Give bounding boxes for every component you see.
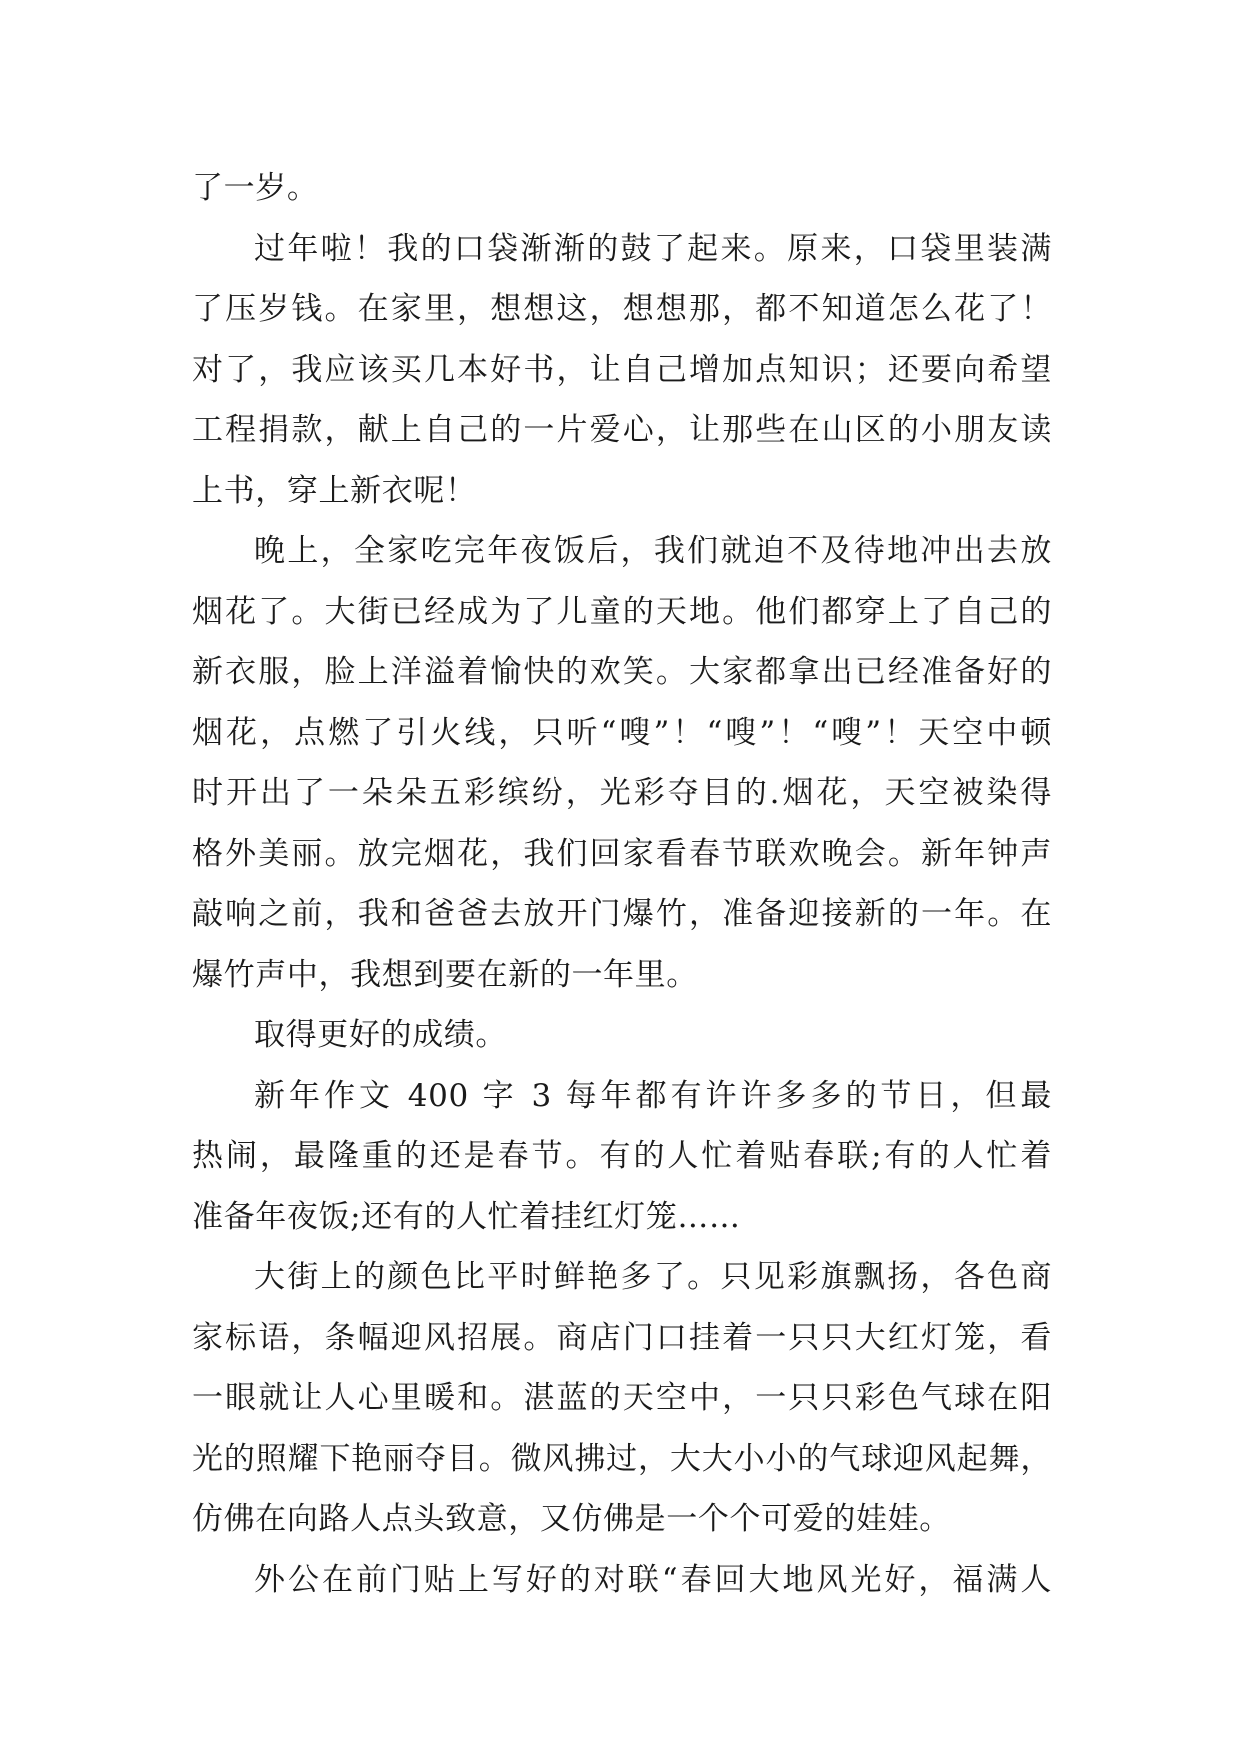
text-line: 仿佛在向路人点头致意，又仿佛是一个个可爱的娃娃。 bbox=[192, 1501, 951, 1537]
text-line: 时开出了一朵朵五彩缤纷，光彩夺目的.烟花，天空被染得 bbox=[192, 775, 1052, 811]
text-line: 光的照耀下艳丽夺目。微风拂过，大大小小的气球迎风起舞， bbox=[192, 1440, 1052, 1477]
text-line: 晚上，全家吃完年夜饭后，我们就迫不及待地冲出去放 bbox=[254, 533, 1052, 569]
text-line: 爆竹声中，我想到要在新的一年里。 bbox=[192, 956, 698, 993]
text-line: 烟花，点燃了引火线，只听“嗖”！“嗖”！“嗖”！天空中顿 bbox=[192, 714, 1052, 751]
text-line: 大街上的颜色比平时鲜艳多了。只见彩旗飘扬，各色商 bbox=[254, 1259, 1052, 1295]
text-line: 准备年夜饭;还有的人忙着挂红灯笼…… bbox=[192, 1198, 741, 1235]
text-line: 取得更好的成绩。 bbox=[254, 1017, 507, 1053]
text-line: 敲响之前，我和爸爸去放开门爆竹，准备迎接新的一年。在 bbox=[192, 896, 1052, 932]
body-text bbox=[192, 158, 1052, 1610]
text-line: 了一岁。 bbox=[192, 170, 319, 206]
text-line: 格外美丽。放完烟花，我们回家看春节联欢晚会。新年钟声 bbox=[192, 835, 1052, 872]
text-line: 新衣服，脸上洋溢着愉快的欢笑。大家都拿出已经准备好的 bbox=[192, 654, 1052, 690]
text-line: 工程捐款，献上自己的一片爱心，让那些在山区的小朋友读 bbox=[192, 412, 1052, 448]
text-line: 一眼就让人心里暖和。湛蓝的天空中，一只只彩色气球在阳 bbox=[192, 1380, 1052, 1416]
text-line: 过年啦！我的口袋渐渐的鼓了起来。原来，口袋里装满 bbox=[254, 230, 1052, 267]
text-line: 新年作文 400 字 3 每年都有许许多多的节日，但最 bbox=[254, 1077, 1052, 1114]
text-line: 上书，穿上新衣呢！ bbox=[192, 472, 477, 509]
text-line: 热闹，最隆重的还是春节。有的人忙着贴春联;有的人忙着 bbox=[192, 1138, 1052, 1174]
text-line: 烟花了。大街已经成为了儿童的天地。他们都穿上了自己的 bbox=[192, 593, 1052, 630]
text-line: 家标语，条幅迎风招展。商店门口挂着一只只大红灯笼，看 bbox=[192, 1319, 1052, 1356]
text-line: 外公在前门贴上写好的对联“春回大地风光好，福满人 bbox=[254, 1561, 1052, 1598]
text-line: 对了，我应该买几本好书，让自己增加点知识；还要向希望 bbox=[192, 351, 1052, 388]
text-line: 了压岁钱。在家里，想想这，想想那，都不知道怎么花了！ bbox=[192, 291, 1052, 327]
